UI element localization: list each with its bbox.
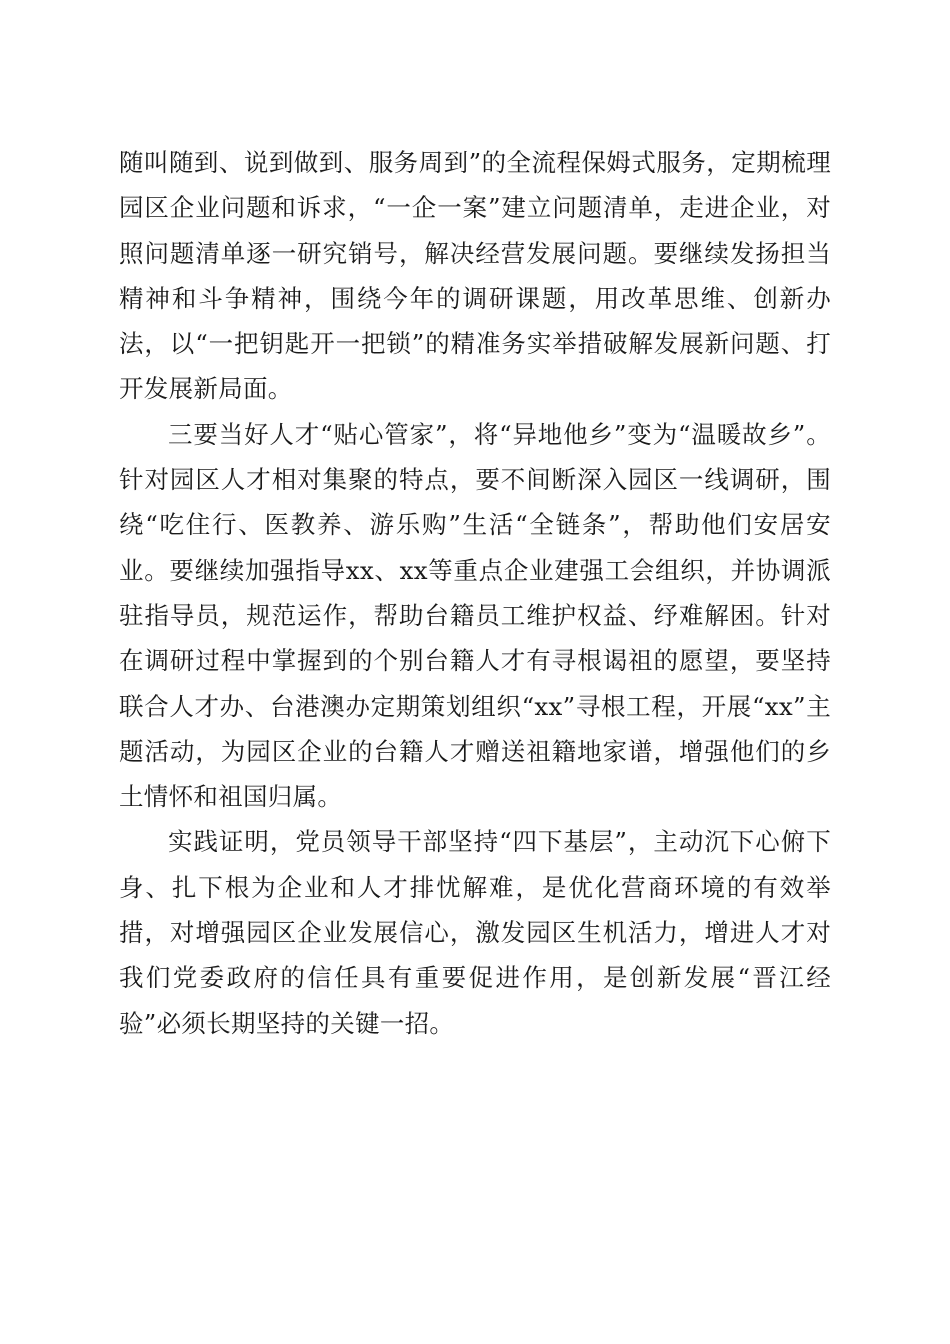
- document-body: [119, 140, 831, 1046]
- paragraph-talent-housekeeper: 三要当好人才“贴心管家”，将“异地他乡”变为“温暖故乡”。针对园区人才相对集聚的特点，要不间断深入园区一线调研，围绕“吃住行、医教养、游乐购”生活“全链条”，帮助他们安居安业。要继续加强指导xx、xx等重点企业建强工会组织，并协调派驻指导员，规范运作，帮助台籍员工维护权益、纾难解困。针对在调研过程中掌握到的个别台籍人才有寻根谒祖的愿望，要坚持联合人才办、台港澳办定期策划组织“xx”寻根工程，开展“xx”主题活动，为园区企业的台籍人才赠送祖籍地家谱，增强他们的乡土情怀和祖国归属。: [119, 419, 831, 812]
- paragraph-conclusion: 实践证明，党员领导干部坚持“四下基层”，主动沉下心俯下身、扎下根为企业和人才排忧解难，是优化营商环境的有效举措，对增强园区企业发展信心，激发园区生机活力，增进人才对我们党委政府的信任具有重要促进作用，是创新发展“晋江经验”必须长期坚持的关键一招。: [119, 827, 831, 1038]
- paragraph-continuation: 随叫随到、说到做到、服务周到”的全流程保姆式服务，定期梳理园区企业问题和诉求，“一企一案”建立问题清单，走进企业，对照问题清单逐一研究销号，解决经营发展问题。要继续发扬担当精神和斗争精神，围绕今年的调研课题，用改革思维、创新办法，以“一把钥匙开一把锁”的精准务实举措破解发展新问题、打开发展新局面。: [119, 148, 831, 404]
